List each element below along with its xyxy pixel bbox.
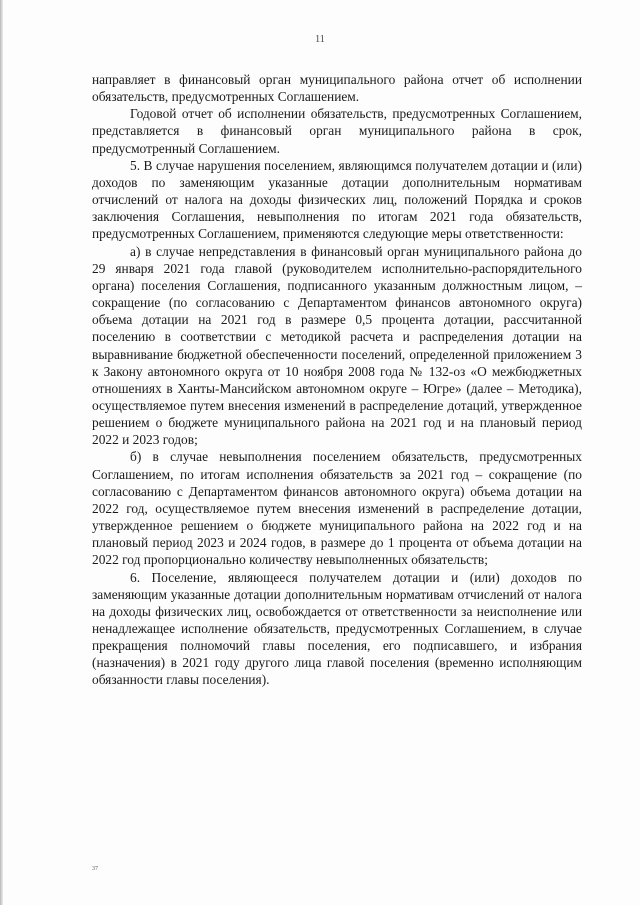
paragraph-2: Годовой отчет об исполнении обязательств, предусмотренных Соглашением, представляется в финансовый орган муниципального района в срок, предусмотренный Соглашением. (92, 106, 582, 156)
paragraph-item-5: 5. В случае нарушения поселением, являющимся получателем дотации и (или) доходов по заменяющим указанные дотации дополнительным нормативам отчислений от налога на доходы физических лиц, положений Порядка и сроков заключения Соглашения, невыполнения по итогам 2021 года обязательств, предусмотренных Соглашением, применяются следующие меры ответственности: (92, 157, 582, 242)
paragraph-1: направляет в финансовый орган муниципального района отчет об исполнении обязательств, предусмотренных Соглашением. (92, 72, 582, 105)
document-body (92, 71, 582, 689)
paragraph-item-6: 6. Поселение, являющееся получателем дотации и (или) доходов по заменяющим указанные дотации дополнительным нормативам отчислений от налога на доходы физических лиц, освобождается от ответственности за неисполнение или ненадлежащее исполнение обязательств, предусмотренных Соглашением, в случае прекращения полномочий главы поселения, его подписавшего, и избрания (назначения) в 2021 году другого лица главой поселения (временно исполняющим обязанности главы поселения). (92, 569, 582, 688)
scan-edge (0, 0, 3, 905)
footer-mark: 37 (92, 866, 98, 872)
paragraph-subitem-b: б) в случае невыполнения поселением обязательств, предусмотренных Соглашением, по итогам исполнения обязательств за 2021 год – сокращение (по согласованию с Департаментом финансов автономного округа) объема дотации на 2022 год, осуществляемое путем внесения изменений в распределение дотации, утвержденное решением о бюджете муниципального района на 2022 год и на плановый период 2023 и 2024 годов, в размере до 1 процента от объема дотации на 2022 год пропорционально количеству невыполненных обязательств; (92, 449, 582, 568)
paragraph-subitem-a: а) в случае непредставления в финансовый орган муниципального района до 29 января 2021 года главой (руководителем исполнительно-распорядительного органа) поселения Соглашения, подписанного указанным должностным лицом, – сокращение (по согласованию с Департаментом финансов автономного округа) объема дотации на 2021 год в размере 0,5 процента дотации, рассчитанной поселению в соответствии с методикой расчета и распределения дотации на выравнивание бюджетной обеспеченности поселений, определенной приложением 3 к Закону автономного округа от 10 ноября 2008 года № 132-оз «О межбюджетных отношениях в Ханты-Мансийском автономном округе – Югре» (далее – Методика), осуществляемое путем внесения изменений в распределение дотаций, утвержденное решением о бюджете муниципального района на 2021 год и на плановый период 2022 и 2023 годов; (92, 243, 582, 448)
page-number: 11 (315, 34, 325, 45)
